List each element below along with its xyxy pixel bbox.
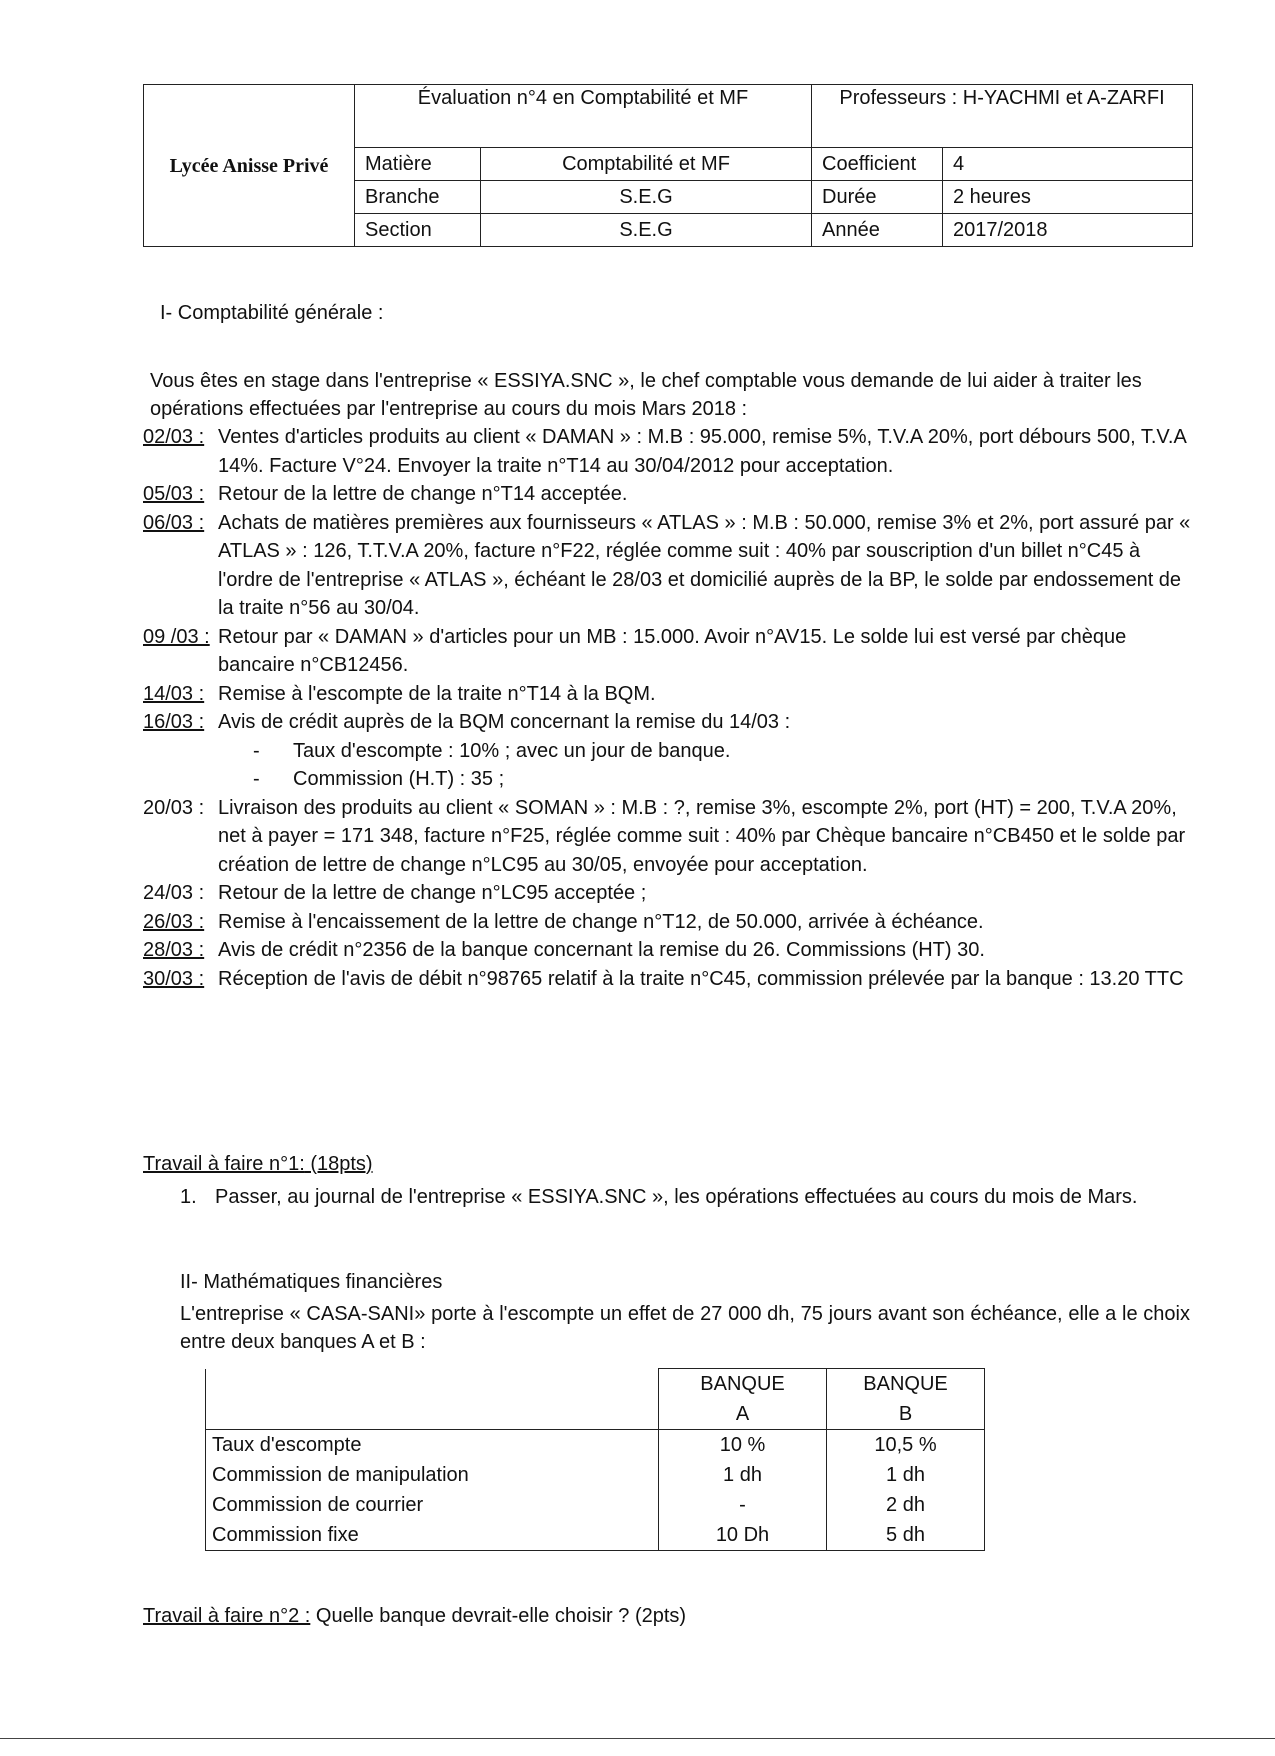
matiere-label: Matière [355,148,481,181]
task-1-points: (18pts) [304,1153,373,1175]
sub-item: - Commission (H.T) : 35 ; [253,768,505,790]
operation-item [143,509,1193,623]
operation-date: 05/03 : [143,483,205,505]
col-b-header: BANQUE [827,1369,985,1400]
annee-value: 2017/2018 [943,214,1193,247]
matiere-value: Comptabilité et MF [481,148,812,181]
section-label: Section [355,214,481,247]
section-value: S.E.G [481,214,812,247]
operation-text: Livraison des produits au client « SOMAN » : M.B : ?, remise 3%, escompte 2%, port (HT) = 200, T.V.A 20%, net à payer = 171 348, facture n°F25, réglée comme suit : 40% par Chèque bancaire n°CB450 et le solde par création de lettre de change n°LC95 au 30/05, envoyée pour acceptation. [218,796,1186,876]
operation-text: Retour de la lettre de change n°T14 acceptée. [218,483,628,505]
branche-value: S.E.G [481,181,812,214]
task-2-text: Quelle banque devrait-elle choisir ? (2pts) [310,1605,687,1627]
operation-text: Remise à l'escompte de la traite n°T14 à la BQM. [218,682,656,705]
operation-text: Réception de l'avis de débit n°98765 relatif à la traite n°C45, commission prélevée par la banque : 13.20 TTC [218,967,1184,990]
professors: Professeurs : H-YACHMI et A-ZARFI [812,85,1193,148]
table-row: Commission fixe 10 Dh 5 dh [206,1520,985,1551]
operation-text: Achats de matières premières aux fournisseurs « ATLAS » : M.B : 50.000, remise 3% et 2%, port assuré par « ATLAS » : 126, T.T.V.A 20%, facture n°F22, réglée comme suit : 40% par souscription d'un billet n°C45 à l'ordre de l'entreprise « ATLAS », échéant le 28/03 et domicilié auprès de la BP, le solde par endossement de la traite n°56 au 30/04. [218,511,1191,619]
operation-text: Retour par « DAMAN » d'articles pour un MB : 15.000. Avoir n°AV15. Le solde lui est versé par chèque bancaire n°CB12456. [218,625,1127,676]
task-1-text: Passer, au journal de l'entreprise « ESSIYA.SNC », les opérations effectuées au cours du mois de Mars. [215,1186,1138,1208]
branche-label: Branche [355,181,481,214]
table-row: Commission de manipulation 1 dh 1 dh [206,1460,985,1490]
operation-item [143,879,1193,908]
coef-label: Coefficient [812,148,943,181]
operation-item [143,480,1193,509]
operation-item [143,708,1193,737]
sub-item: - Taux d'escompte : 10% ; avec un jour de banque. [253,739,731,762]
operation-text: Avis de crédit n°2356 de la banque concernant la remise du 26. Commissions (HT) 30. [218,939,985,961]
operation-item [143,680,1193,709]
operation-item [143,423,1193,480]
operation-text: Remise à l'encaissement de la lettre de change n°T12, de 50.000, arrivée à échéance. [218,910,984,933]
section-title-math: II- Mathématiques financières [180,1271,443,1293]
operation-date: 20/03 : [143,796,205,819]
duree-value: 2 heures [943,181,1193,214]
task-1-label: Travail à faire n°1: [143,1153,305,1175]
operation-text: Avis de crédit auprès de la BQM concernant la remise du 14/03 : [218,711,791,733]
col-a-header: BANQUE [659,1369,827,1400]
evaluation-title: Évaluation n°4 en Comptabilité et MF [355,85,812,148]
operation-date: 30/03 : [143,967,205,990]
operation-item [143,908,1193,937]
task-2 [143,1605,686,1628]
operation-item [143,623,1193,680]
footer-rule [0,1738,1275,1739]
table-row: Taux d'escompte 10 % 10,5 % [206,1430,985,1461]
table-row: Commission de courrier - 2 dh [206,1490,985,1520]
math-intro: L'entreprise « CASA-SANI» porte à l'escompte un effet de 27 000 dh, 75 jours avant son échéance, elle a le choix entre deux banques A et B : [180,1303,1190,1353]
operation-date: 16/03 : [143,711,205,733]
school-name: Lycée Anisse Privé [144,85,355,247]
operation-item [143,794,1193,880]
operation-date: 24/03 : [143,882,205,904]
operation-date: 06/03 : [143,511,205,534]
duree-label: Durée [812,181,943,214]
operation-text: Retour de la lettre de change n°LC95 acceptée ; [218,882,647,904]
coef-value: 4 [943,148,1193,181]
operations-list [143,423,1193,993]
operation-item [143,965,1193,994]
annee-label: Année [812,214,943,247]
operation-date: 28/03 : [143,939,205,961]
header-table [143,84,1193,247]
task-1-item: 1. Passer, au journal de l'entreprise « ESSIYA.SNC », les opérations effectuées au cours du mois de Mars. [180,1186,1138,1208]
operation-text: Ventes d'articles produits au client « DAMAN » : M.B : 95.000, remise 5%, T.V.A 20%, port débours 500, T.V.A 14%. Facture V°24. Envoyer la traite n°T14 au 30/04/2012 pour acceptation. [218,426,1186,477]
banks-table: BANQUE BANQUE A B Taux d'escompte 10 % 10,5 % Commission de manipulation 1 dh 1 dh Commission de courrier - 2 dh Commission fixe 10 Dh 5 dh [205,1368,985,1551]
operation-date: 14/03 : [143,682,205,705]
section-title-compta: I- Comptabilité générale : [160,302,384,324]
operation-date: 26/03 : [143,910,205,933]
task-1-heading [143,1153,373,1176]
operation-item [143,936,1193,965]
operation-date: 09 /03 : [143,625,210,648]
intro-paragraph: Vous êtes en stage dans l'entreprise « ESSIYA.SNC », le chef comptable vous demande de lui aider à traiter les opérations effectuées par l'entreprise au cours du mois Mars 2018 : [150,370,1142,420]
task-2-label: Travail à faire n°2 : [143,1605,311,1627]
operation-date: 02/03 : [143,426,205,448]
